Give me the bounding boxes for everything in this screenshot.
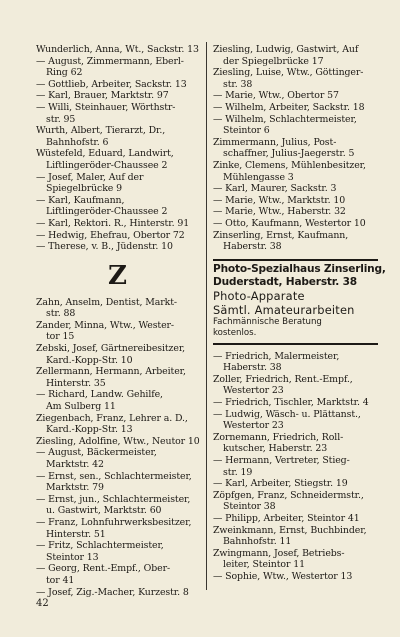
- directory-entry: [213, 90, 378, 102]
- directory-entry: [213, 183, 378, 195]
- directory-entry: [36, 230, 200, 242]
- entry-line: Ziegenbach, Franz, Lehrer a. D.,: [36, 412, 188, 424]
- directory-entry: [213, 102, 378, 114]
- entry-line: Westertor 23: [223, 420, 284, 432]
- directory-entry: [213, 230, 378, 253]
- directory-entry: [213, 351, 378, 374]
- directory-entry: [213, 490, 378, 513]
- entry-line: — Ernst, jun., Schlachtermeister,: [36, 493, 191, 505]
- entry-line: — Willi, Steinhauer, Wörthstr-: [36, 101, 176, 113]
- entry-line: Wüstefeld, Eduard, Landwirt,: [36, 148, 174, 160]
- directory-entry: [213, 525, 378, 548]
- entry-line: — Josef, Maler, Auf der: [36, 171, 144, 183]
- entry-line: str. 38: [223, 78, 253, 90]
- entry-line: Zornemann, Friedrich, Roll-: [213, 431, 344, 443]
- entry-line: Bahnhofstr. 6: [46, 136, 109, 148]
- entry-line: Wunderlich, Anna, Wt., Sackstr. 13: [36, 44, 199, 55]
- entry-line: u. Gastwirt, Marktstr. 60: [46, 505, 162, 517]
- directory-entry: [213, 195, 378, 207]
- directory-entry: [36, 218, 200, 230]
- entry-line: — Marie, Wtw., Marktstr. 10: [213, 194, 346, 206]
- entry-line: — Hedwig, Ehefrau, Obertor 72: [36, 229, 185, 241]
- directory-entry: [36, 436, 200, 448]
- directory-entry: [213, 374, 378, 397]
- entry-line: Haberstr. 38: [223, 241, 282, 253]
- directory-entry: [36, 195, 200, 218]
- entry-line: Steintor 13: [46, 551, 99, 563]
- entry-line: — Fritz, Schlachtermeister,: [36, 540, 164, 552]
- directory-entry: [213, 44, 378, 67]
- directory-entry: [213, 397, 378, 409]
- entry-line: Kard.-Kopp-Str. 10: [46, 354, 133, 366]
- entry-line: Liftlingeröder-Chaussee 2: [46, 159, 168, 171]
- entry-line: Kard.-Kopp-Str. 13: [46, 424, 133, 436]
- directory-entry: [36, 389, 200, 412]
- entry-line: — Sophie, Wtw., Westertor 13: [213, 570, 353, 582]
- entry-line: Zahn, Anselm, Dentist, Markt-: [36, 296, 177, 308]
- entry-line: str. 19: [223, 466, 253, 478]
- entry-line: — Ludwig, Wäsch- u. Plättanst.,: [213, 408, 361, 420]
- entry-line: — Gottlieb, Arbeiter, Sackstr. 13: [36, 78, 187, 90]
- directory-entry: [213, 571, 378, 583]
- right-entries-before: [213, 44, 378, 253]
- entry-line: Am Sulberg 11: [46, 401, 116, 413]
- section-letter: Z: [108, 260, 128, 291]
- entry-line: str. 95: [46, 113, 76, 125]
- entry-line: Zoller, Friedrich, Rent.-Empf.,: [213, 373, 353, 385]
- entry-line: Ziesling, Ludwig, Gastwirt, Auf: [213, 44, 359, 55]
- directory-entry: [36, 471, 200, 494]
- entry-line: — Franz, Lohnfuhrwerksbesitzer,: [36, 516, 192, 528]
- directory-entry: [213, 67, 378, 90]
- column-divider: [206, 42, 207, 590]
- entry-line: der Spiegelbrücke 17: [223, 55, 324, 67]
- entry-line: Zweinkmann, Ernst, Buchbinder,: [213, 524, 367, 536]
- entry-line: — Wilhelm, Arbeiter, Sackstr. 18: [213, 101, 365, 113]
- entry-line: Zinke, Clemens, Mühlenbesitzer,: [213, 159, 366, 171]
- directory-entry: [36, 366, 200, 389]
- entry-line: Hinterstr. 51: [46, 528, 106, 540]
- directory-entry: [36, 320, 200, 343]
- ad-line3: Photo-Apparate: [213, 288, 305, 303]
- right-column: [213, 44, 386, 583]
- entry-line: Ziesling, Adolfine, Wtw., Neutor 10: [36, 435, 200, 447]
- entry-line: — Marie, Wtw., Obertor 57: [213, 90, 339, 102]
- entry-line: — Marie, Wtw., Haberstr. 32: [213, 206, 346, 218]
- entry-line: Marktstr. 42: [46, 459, 104, 470]
- directory-entry: [36, 494, 200, 517]
- right-entries-after: [213, 351, 378, 583]
- directory-entry: [36, 79, 200, 91]
- entry-line: Zinserling, Ernst, Kaufmann,: [213, 229, 349, 241]
- directory-entry: [213, 548, 378, 571]
- entry-line: Zander, Minna, Wtw., Wester-: [36, 319, 174, 331]
- entry-line: — Karl, Rektori. R., Hinterstr. 91: [36, 217, 190, 229]
- directory-entry: [213, 206, 378, 218]
- entry-line: Mühlengasse 3: [223, 171, 294, 183]
- entry-line: — Richard, Landw. Gehilfe,: [36, 389, 163, 401]
- entry-line: — Philipp, Arbeiter, Steintor 41: [213, 513, 360, 524]
- page-number: 42: [36, 598, 49, 609]
- entry-line: — Otto, Kaufmann, Westertor 10: [213, 217, 366, 229]
- entry-line: Ring 62: [46, 67, 83, 79]
- directory-entry: [213, 160, 378, 183]
- left-entries-after: [36, 297, 200, 598]
- directory-entry: [213, 218, 378, 230]
- entry-line: — Georg, Rent.-Empf., Ober-: [36, 563, 171, 575]
- entry-line: Steintor 6: [223, 125, 270, 137]
- left-entries-before: [36, 44, 200, 253]
- entry-line: tor 15: [46, 331, 75, 343]
- directory-entry: [36, 56, 200, 79]
- entry-line: Zellermann, Hermann, Arbeiter,: [36, 366, 186, 378]
- entry-line: Westertor 23: [223, 385, 284, 397]
- directory-entry: [213, 513, 378, 525]
- entry-line: — August, Zimmermann, Eberl-: [36, 55, 184, 67]
- directory-entry: [36, 540, 200, 563]
- directory-entry: [213, 409, 378, 432]
- entry-line: Ziesling, Luise, Wtw., Göttinger-: [213, 67, 364, 79]
- directory-entry: [36, 90, 200, 102]
- directory-entry: [36, 343, 200, 366]
- directory-entry: [36, 148, 200, 171]
- entry-line: Bahnhofstr. 11: [223, 536, 292, 548]
- entry-line: — Karl, Kaufmann,: [36, 194, 125, 206]
- entry-line: Zöpfgen, Franz, Schneidermstr.,: [213, 489, 364, 501]
- directory-entry: [36, 447, 200, 470]
- entry-line: — Hermann, Vertreter, Stieg-: [213, 455, 350, 467]
- directory-entry: [213, 137, 378, 160]
- entry-line: — Friedrich, Tischler, Marktstr. 4: [213, 397, 369, 409]
- ad-line4: Sämtl. Amateurarbeiten: [213, 302, 355, 317]
- entry-line: str. 88: [46, 308, 76, 320]
- entry-line: — Therese, v. B., Jüdenstr. 10: [36, 241, 173, 253]
- entry-line: — Ernst, sen., Schlachtermeister,: [36, 470, 192, 482]
- entry-line: Spiegelbrücke 9: [46, 183, 122, 195]
- advertisement: [213, 259, 386, 345]
- entry-line: leiter, Steintor 11: [223, 559, 305, 571]
- directory-entry: [36, 102, 200, 125]
- directory-entry: [36, 563, 200, 586]
- entry-line: Zwingmann, Josef, Betriebs-: [213, 547, 345, 559]
- entry-line: Marktstr. 79: [46, 482, 104, 494]
- directory-entry: [36, 44, 200, 56]
- directory-entry: [36, 517, 200, 540]
- directory-entry: [36, 297, 200, 320]
- left-column: [36, 44, 200, 598]
- directory-entry: [213, 478, 378, 490]
- entry-line: Haberstr. 38: [223, 362, 282, 374]
- directory-entry: [36, 587, 200, 599]
- ad-line6: kostenlos.: [213, 327, 257, 338]
- ad-title-line1: Photo-Spezialhaus Zinserling,: [213, 262, 386, 275]
- directory-entry: [213, 455, 378, 478]
- directory-entry: [213, 114, 378, 137]
- entry-line: — Wilhelm, Schlachtermeister,: [213, 113, 357, 125]
- entry-line: — Josef, Zig.-Macher, Kurzestr. 8: [36, 586, 189, 598]
- entry-line: tor 41: [46, 574, 75, 586]
- directory-entry: [36, 172, 200, 195]
- entry-line: Steintor 38: [223, 501, 276, 513]
- directory-entry: [36, 413, 200, 436]
- directory-entry: [36, 241, 200, 253]
- directory-entry: [213, 432, 378, 455]
- entry-line: Zimmermann, Julius, Post-: [213, 136, 337, 148]
- ad-title-line2: Duderstadt, Haberstr. 38: [213, 275, 357, 288]
- entry-line: — Karl, Maurer, Sackstr. 3: [213, 183, 337, 195]
- entry-line: — Karl, Brauer, Marktstr. 97: [36, 90, 169, 102]
- entry-line: — August, Bäckermeister,: [36, 447, 157, 459]
- entry-line: Hinterstr. 35: [46, 377, 106, 389]
- entry-line: Zebski, Josef, Gärtnereibesitzer,: [36, 343, 186, 355]
- entry-line: — Karl, Arbeiter, Stiegstr. 19: [213, 478, 348, 490]
- entry-line: — Friedrich, Malermeister,: [213, 350, 340, 362]
- entry-line: Liftlingeröder-Chaussee 2: [46, 206, 168, 218]
- directory-entry: [36, 125, 200, 148]
- entry-line: schaffner, Julius-Jaegerstr. 5: [223, 148, 355, 160]
- ad-line5: Fachmännische Beratung: [213, 316, 322, 327]
- entry-line: Wurth, Albert, Tierarzt, Dr.,: [36, 125, 166, 137]
- entry-line: kutscher, Haberstr. 23: [223, 443, 328, 455]
